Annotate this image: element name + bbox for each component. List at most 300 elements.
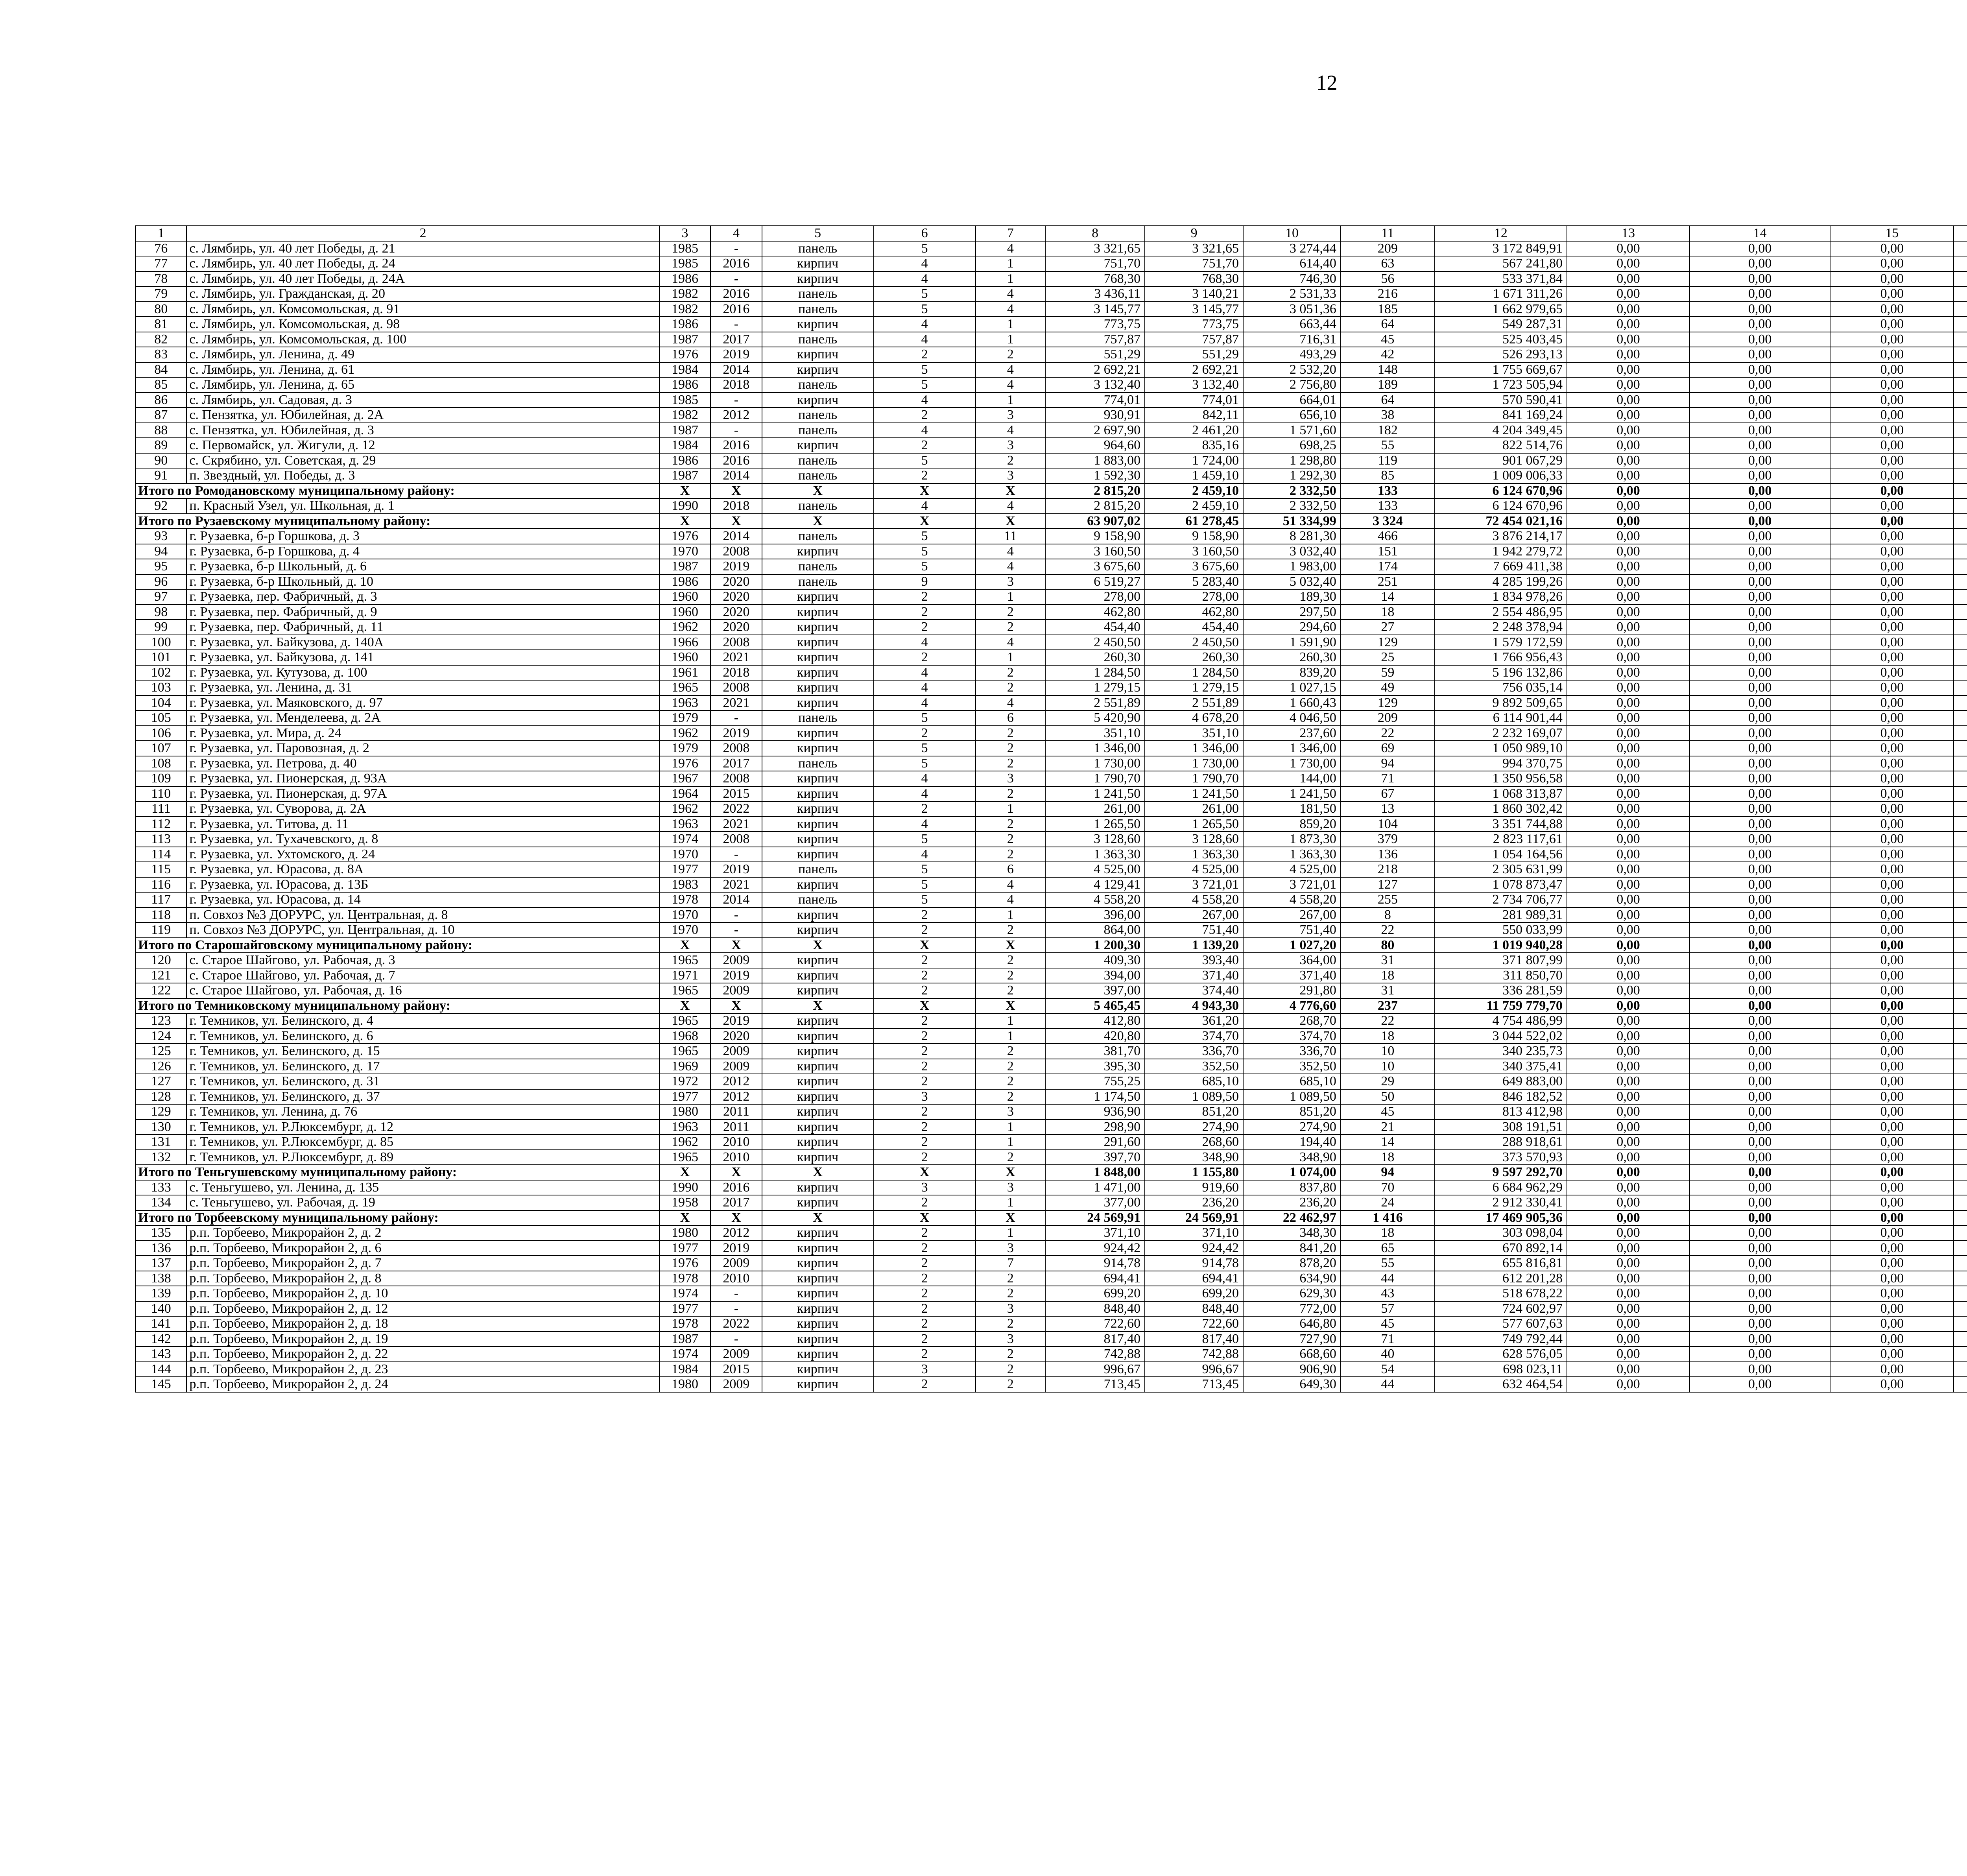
total-label-cell: Итого по Теньгушевскому муниципальному району: — [135, 1165, 659, 1180]
table-cell: 45 — [1341, 332, 1435, 347]
table-cell: 371 807,99 — [1435, 953, 1567, 968]
table-row — [135, 892, 1967, 908]
table-cell: 2 — [874, 726, 976, 741]
table-cell: 5 — [874, 453, 976, 469]
table-cell: 1 723 505,94 — [1435, 377, 1567, 393]
table-cell: 185 — [1341, 302, 1435, 317]
table-cell: 1970 — [659, 922, 710, 938]
table-cell: 2016 — [710, 302, 762, 317]
table-cell: 0,00 — [1830, 786, 1954, 802]
table-cell: 0,00 — [1830, 1195, 1954, 1210]
table-cell: X — [659, 483, 710, 499]
table-cell: 1 730,00 — [1243, 756, 1341, 771]
table-cell: 3 675,60 — [1145, 559, 1243, 574]
address-cell: с. Лямбирь, ул. Гражданская, д. 20 — [186, 286, 659, 302]
column-number-12: 12 — [1435, 226, 1567, 241]
table-cell: 1986 — [659, 377, 710, 393]
table-cell: 8 — [1341, 908, 1435, 923]
table-cell: 2011 — [710, 1120, 762, 1135]
table-cell: 1974 — [659, 1347, 710, 1362]
table-cell: 0,00 — [1567, 393, 1690, 408]
table-cell — [1954, 922, 1967, 938]
table-cell: 55 — [1341, 438, 1435, 453]
column-number-10: 10 — [1243, 226, 1341, 241]
address-cell: г. Рузаевка, ул. Пионерская, д. 97А — [186, 786, 659, 802]
table-cell: 1990 — [659, 498, 710, 514]
column-number-16 — [1954, 226, 1967, 241]
page-number: 12 — [1316, 71, 1338, 94]
table-cell: 0,00 — [1830, 574, 1954, 590]
table-cell: 614,40 — [1243, 256, 1341, 271]
table-cell: 859,20 — [1243, 817, 1341, 832]
table-cell: X — [976, 1210, 1046, 1226]
total-label-cell: Итого по Темниковскому муниципальному району: — [135, 998, 659, 1014]
table-cell: кирпич — [762, 680, 874, 695]
table-cell: 5 — [874, 286, 976, 302]
table-cell: 649,30 — [1243, 1377, 1341, 1392]
table-cell: 0,00 — [1567, 1256, 1690, 1271]
table-cell — [1954, 256, 1967, 271]
address-cell: г. Рузаевка, ул. Ленина, д. 31 — [186, 680, 659, 695]
table-cell: 551,29 — [1045, 347, 1145, 362]
table-cell: - — [710, 710, 762, 726]
table-cell: 751,70 — [1045, 256, 1145, 271]
table-cell: 2 — [874, 953, 976, 968]
table-cell: 2016 — [710, 286, 762, 302]
table-cell: 0,00 — [1690, 423, 1830, 438]
table-cell: 746,30 — [1243, 271, 1341, 287]
table-cell: панель — [762, 408, 874, 423]
table-cell: кирпич — [762, 317, 874, 332]
table-cell — [1954, 423, 1967, 438]
table-cell: X — [874, 483, 976, 499]
table-cell — [1954, 983, 1967, 998]
table-cell: 4 — [874, 847, 976, 862]
table-cell: 0,00 — [1830, 1301, 1954, 1317]
column-number-5: 5 — [762, 226, 874, 241]
table-cell: 2016 — [710, 256, 762, 271]
address-cell: с. Первомайск, ул. Жигули, д. 12 — [186, 438, 659, 453]
table-cell: 0,00 — [1830, 892, 1954, 908]
table-cell: 713,45 — [1145, 1377, 1243, 1392]
table-cell: 3 324 — [1341, 514, 1435, 529]
column-number-1: 1 — [135, 226, 186, 241]
table-cell: 4 754 486,99 — [1435, 1013, 1567, 1029]
table-cell: 0,00 — [1830, 756, 1954, 771]
column-number-2: 2 — [186, 226, 659, 241]
table-cell: 5 420,90 — [1045, 710, 1145, 726]
table-cell: 0,00 — [1567, 817, 1690, 832]
table-cell: 2 756,80 — [1243, 377, 1341, 393]
table-cell: 126 — [135, 1059, 186, 1074]
table-cell: 1 660,43 — [1243, 695, 1341, 711]
table-cell: 0,00 — [1690, 1195, 1830, 1210]
table-cell: 0,00 — [1567, 801, 1690, 817]
table-cell: 2 — [976, 1347, 1046, 1362]
table-cell: 774,01 — [1145, 393, 1243, 408]
table-cell: 0,00 — [1690, 1256, 1830, 1271]
table-cell: 5 — [874, 544, 976, 559]
table-cell: 2010 — [710, 1271, 762, 1286]
table-cell: 1987 — [659, 1332, 710, 1347]
address-cell: г. Рузаевка, ул. Мира, д. 24 — [186, 726, 659, 741]
table-cell: 1 — [976, 332, 1046, 347]
table-cell: 1961 — [659, 665, 710, 681]
table-cell: 0,00 — [1567, 1362, 1690, 1377]
table-cell: 930,91 — [1045, 408, 1145, 423]
table-cell: X — [976, 938, 1046, 953]
table-cell: 2 — [874, 1074, 976, 1089]
table-cell: 2018 — [710, 498, 762, 514]
table-row — [135, 1241, 1967, 1256]
table-cell: 1 298,80 — [1243, 453, 1341, 469]
column-number-14: 14 — [1690, 226, 1830, 241]
address-cell: с. Пензятка, ул. Юбилейная, д. 2А — [186, 408, 659, 423]
table-cell: 1965 — [659, 1013, 710, 1029]
table-cell: 4 776,60 — [1243, 998, 1341, 1014]
table-cell: 0,00 — [1690, 847, 1830, 862]
table-cell — [1954, 938, 1967, 953]
table-cell: 87 — [135, 408, 186, 423]
table-cell: 1982 — [659, 302, 710, 317]
table-cell: 91 — [135, 468, 186, 483]
table-cell: 83 — [135, 347, 186, 362]
table-cell: 2 — [874, 968, 976, 983]
table-cell: 2014 — [710, 529, 762, 544]
table-cell: - — [710, 847, 762, 862]
table-row — [135, 1150, 1967, 1165]
table-cell: X — [976, 998, 1046, 1014]
table-cell — [1954, 1059, 1967, 1074]
table-cell: 2019 — [710, 559, 762, 574]
table-cell: 1 — [976, 908, 1046, 923]
table-cell: 2017 — [710, 756, 762, 771]
table-cell: 3 — [976, 1332, 1046, 1347]
table-cell: 267,00 — [1243, 908, 1341, 923]
table-cell: 0,00 — [1567, 1029, 1690, 1044]
table-cell: 112 — [135, 817, 186, 832]
address-cell: р.п. Торбеево, Микрорайон 2, д. 8 — [186, 1271, 659, 1286]
table-cell — [1954, 529, 1967, 544]
table-cell: 49 — [1341, 680, 1435, 695]
table-cell: 5 — [874, 559, 976, 574]
table-cell — [1954, 862, 1967, 877]
table-cell — [1954, 968, 1967, 983]
table-cell: 1 284,50 — [1145, 665, 1243, 681]
table-cell: 24 569,91 — [1045, 1210, 1145, 1226]
table-cell: 3 721,01 — [1145, 877, 1243, 893]
table-cell: 4 558,20 — [1243, 892, 1341, 908]
table-cell: 3 — [874, 1089, 976, 1105]
table-cell: 9 — [874, 574, 976, 590]
table-cell: 493,29 — [1243, 347, 1341, 362]
table-cell: 722,60 — [1045, 1316, 1145, 1332]
table-cell: 1 834 978,26 — [1435, 589, 1567, 605]
table-cell: панель — [762, 574, 874, 590]
table-cell — [1954, 317, 1967, 332]
table-cell: 1 009 006,33 — [1435, 468, 1567, 483]
table-cell: 2016 — [710, 438, 762, 453]
table-cell: 2 — [976, 347, 1046, 362]
table-cell: 1969 — [659, 1059, 710, 1074]
table-cell: 694,41 — [1045, 1271, 1145, 1286]
table-cell: 2020 — [710, 589, 762, 605]
table-cell: 237,60 — [1243, 726, 1341, 741]
table-cell: 2 — [874, 1044, 976, 1059]
table-row — [135, 1225, 1967, 1241]
table-cell: 0,00 — [1830, 1104, 1954, 1120]
table-cell: 2021 — [710, 650, 762, 665]
table-row — [135, 635, 1967, 650]
table-cell: 0,00 — [1567, 1104, 1690, 1120]
table-cell: 0,00 — [1690, 1074, 1830, 1089]
table-cell: 0,00 — [1690, 726, 1830, 741]
table-cell: 143 — [135, 1347, 186, 1362]
table-cell: 0,00 — [1690, 756, 1830, 771]
table-cell: 5 — [874, 877, 976, 893]
table-cell: 2 450,50 — [1045, 635, 1145, 650]
table-cell: 0,00 — [1830, 514, 1954, 529]
table-cell: 685,10 — [1145, 1074, 1243, 1089]
table-row — [135, 332, 1967, 347]
table-cell: 0,00 — [1830, 801, 1954, 817]
table-cell: 0,00 — [1830, 362, 1954, 378]
table-cell: 2 — [976, 968, 1046, 983]
table-cell: 340 375,41 — [1435, 1059, 1567, 1074]
table-cell: кирпич — [762, 1029, 874, 1044]
table-cell: кирпич — [762, 817, 874, 832]
table-cell — [1954, 1013, 1967, 1029]
table-cell: 1 279,15 — [1045, 680, 1145, 695]
table-cell: 5 032,40 — [1243, 574, 1341, 590]
table-cell: 0,00 — [1567, 1074, 1690, 1089]
table-cell: 8 281,30 — [1243, 529, 1341, 544]
table-cell: 817,40 — [1145, 1332, 1243, 1347]
table-cell: 1 755 669,67 — [1435, 362, 1567, 378]
table-row — [135, 1059, 1967, 1074]
table-cell: 278,00 — [1045, 589, 1145, 605]
table-row — [135, 256, 1967, 271]
table-cell: X — [659, 1210, 710, 1226]
address-cell: р.п. Торбеево, Микрорайон 2, д. 6 — [186, 1241, 659, 1256]
table-cell: 412,80 — [1045, 1013, 1145, 1029]
table-cell: 116 — [135, 877, 186, 893]
table-cell: 0,00 — [1830, 483, 1954, 499]
table-cell: 14 — [1341, 1134, 1435, 1150]
table-row — [135, 302, 1967, 317]
table-cell: кирпич — [762, 650, 874, 665]
table-cell: 236,20 — [1243, 1195, 1341, 1210]
table-cell: 71 — [1341, 1332, 1435, 1347]
table-cell: 2 551,89 — [1145, 695, 1243, 711]
table-cell: 2022 — [710, 801, 762, 817]
table-cell: 0,00 — [1830, 1180, 1954, 1195]
table-cell: 2 — [976, 453, 1046, 469]
table-cell: 1965 — [659, 983, 710, 998]
table-cell: 0,00 — [1690, 1029, 1830, 1044]
table-cell: 837,80 — [1243, 1180, 1341, 1195]
table-cell: 1 284,50 — [1045, 665, 1145, 681]
table-cell: 3 274,44 — [1243, 241, 1341, 256]
address-cell: с. Лямбирь, ул. Комсомольская, д. 100 — [186, 332, 659, 347]
table-cell: 3 321,65 — [1045, 241, 1145, 256]
column-number-9: 9 — [1145, 226, 1243, 241]
table-row — [135, 1301, 1967, 1317]
table-cell — [1954, 953, 1967, 968]
table-cell: 379 — [1341, 832, 1435, 847]
table-cell: 72 454 021,16 — [1435, 514, 1567, 529]
table-cell: 906,90 — [1243, 1362, 1341, 1377]
address-cell: г. Темников, ул. Белинского, д. 37 — [186, 1089, 659, 1105]
table-cell: 0,00 — [1567, 468, 1690, 483]
table-cell: 64 — [1341, 317, 1435, 332]
table-cell: 773,75 — [1145, 317, 1243, 332]
table-cell: 71 — [1341, 771, 1435, 786]
table-cell: 2 459,10 — [1145, 483, 1243, 499]
table-cell: 1976 — [659, 347, 710, 362]
table-cell: 0,00 — [1830, 832, 1954, 847]
table-cell: 526 293,13 — [1435, 347, 1567, 362]
table-cell: 4 — [976, 559, 1046, 574]
table-cell: кирпич — [762, 801, 874, 817]
table-cell: кирпич — [762, 1271, 874, 1286]
table-cell: 2019 — [710, 968, 762, 983]
address-cell: с. Лямбирь, ул. 40 лет Победы, д. 24 — [186, 256, 659, 271]
table-cell: 0,00 — [1567, 1180, 1690, 1195]
table-cell: 0,00 — [1690, 998, 1830, 1014]
table-cell: 4 — [976, 302, 1046, 317]
table-cell: 371,10 — [1045, 1225, 1145, 1241]
table-cell: 124 — [135, 1029, 186, 1044]
table-cell: 2019 — [710, 1241, 762, 1256]
table-cell: 371,40 — [1145, 968, 1243, 983]
table-cell: 70 — [1341, 1180, 1435, 1195]
table-cell: 0,00 — [1690, 695, 1830, 711]
table-cell: 2 — [976, 726, 1046, 741]
table-cell — [1954, 514, 1967, 529]
table-cell: 964,60 — [1045, 438, 1145, 453]
table-cell: 291,60 — [1045, 1134, 1145, 1150]
table-cell: X — [659, 514, 710, 529]
table-cell — [1954, 801, 1967, 817]
total-label-cell: Итого по Ромодановскому муниципальному району: — [135, 483, 659, 499]
table-cell: 31 — [1341, 983, 1435, 998]
table-cell: 848,40 — [1145, 1301, 1243, 1317]
table-cell: 0,00 — [1690, 908, 1830, 923]
table-cell: 2 — [976, 1150, 1046, 1165]
table-cell: 2 — [874, 589, 976, 605]
table-cell: 4 — [874, 498, 976, 514]
table-cell: 105 — [135, 710, 186, 726]
table-cell — [1954, 1377, 1967, 1392]
table-cell: 393,40 — [1145, 953, 1243, 968]
table-cell: 24 569,91 — [1145, 1210, 1243, 1226]
table-cell: 1970 — [659, 908, 710, 923]
table-cell: 395,30 — [1045, 1059, 1145, 1074]
table-cell: 2 — [976, 665, 1046, 681]
address-cell: с. Лямбирь, ул. Комсомольская, д. 98 — [186, 317, 659, 332]
table-cell: 44 — [1341, 1377, 1435, 1392]
table-cell: 4 — [976, 892, 1046, 908]
table-cell: 44 — [1341, 1271, 1435, 1286]
table-cell: 1 — [976, 1195, 1046, 1210]
table-cell: 2 — [976, 847, 1046, 862]
table-cell: 420,80 — [1045, 1029, 1145, 1044]
table-cell: 839,20 — [1243, 665, 1341, 681]
table-cell: 4 — [976, 877, 1046, 893]
table-cell: 3 — [976, 1180, 1046, 1195]
table-cell: 1962 — [659, 801, 710, 817]
table-cell: 1980 — [659, 1377, 710, 1392]
table-cell: 0,00 — [1567, 1195, 1690, 1210]
table-cell — [1954, 741, 1967, 756]
table-cell: 98 — [135, 605, 186, 620]
table-cell: 1 — [976, 1013, 1046, 1029]
table-cell: 4 129,41 — [1045, 877, 1145, 893]
table-cell: 2019 — [710, 347, 762, 362]
table-cell: 0,00 — [1830, 498, 1954, 514]
table-cell: 1985 — [659, 393, 710, 408]
table-cell: 2012 — [710, 1089, 762, 1105]
table-cell: 0,00 — [1830, 302, 1954, 317]
table-cell: 0,00 — [1567, 726, 1690, 741]
table-cell: 1986 — [659, 317, 710, 332]
table-cell: 89 — [135, 438, 186, 453]
table-cell: 4 678,20 — [1145, 710, 1243, 726]
table-cell: 2018 — [710, 377, 762, 393]
address-cell: р.п. Торбеево, Микрорайон 2, д. 12 — [186, 1301, 659, 1317]
table-cell: панель — [762, 710, 874, 726]
table-cell: 462,80 — [1145, 605, 1243, 620]
table-cell: 137 — [135, 1256, 186, 1271]
table-row — [135, 559, 1967, 574]
table-cell: 1960 — [659, 650, 710, 665]
table-cell: 2012 — [710, 1074, 762, 1089]
table-cell: кирпич — [762, 605, 874, 620]
table-cell: 0,00 — [1830, 1362, 1954, 1377]
table-cell: 1983 — [659, 877, 710, 893]
table-row — [135, 1044, 1967, 1059]
table-cell: 96 — [135, 574, 186, 590]
table-cell: 0,00 — [1567, 938, 1690, 953]
address-cell: г. Рузаевка, б-р Школьный, д. 6 — [186, 559, 659, 574]
table-cell — [1954, 574, 1967, 590]
district-total-row — [135, 1165, 1967, 1180]
table-cell: 2014 — [710, 468, 762, 483]
table-cell — [1954, 877, 1967, 893]
table-cell: 2 232 169,07 — [1435, 726, 1567, 741]
table-cell — [1954, 847, 1967, 862]
table-cell: 361,20 — [1145, 1013, 1243, 1029]
table-cell: 0,00 — [1830, 1165, 1954, 1180]
table-cell: 0,00 — [1690, 1377, 1830, 1392]
table-cell — [1954, 1180, 1967, 1195]
table-cell: 63 — [1341, 256, 1435, 271]
table-cell: панель — [762, 286, 874, 302]
table-cell — [1954, 650, 1967, 665]
table-cell: 1976 — [659, 756, 710, 771]
table-cell: 533 371,84 — [1435, 271, 1567, 287]
table-cell: 1 790,70 — [1145, 771, 1243, 786]
address-cell: г. Темников, ул. Белинского, д. 31 — [186, 1074, 659, 1089]
table-cell: 2008 — [710, 544, 762, 559]
table-cell: 397,00 — [1045, 983, 1145, 998]
table-cell: 2 815,20 — [1045, 483, 1145, 499]
table-cell: 0,00 — [1690, 1089, 1830, 1105]
table-cell: 3 140,21 — [1145, 286, 1243, 302]
table-row — [135, 665, 1967, 681]
table-cell: 4 — [874, 317, 976, 332]
